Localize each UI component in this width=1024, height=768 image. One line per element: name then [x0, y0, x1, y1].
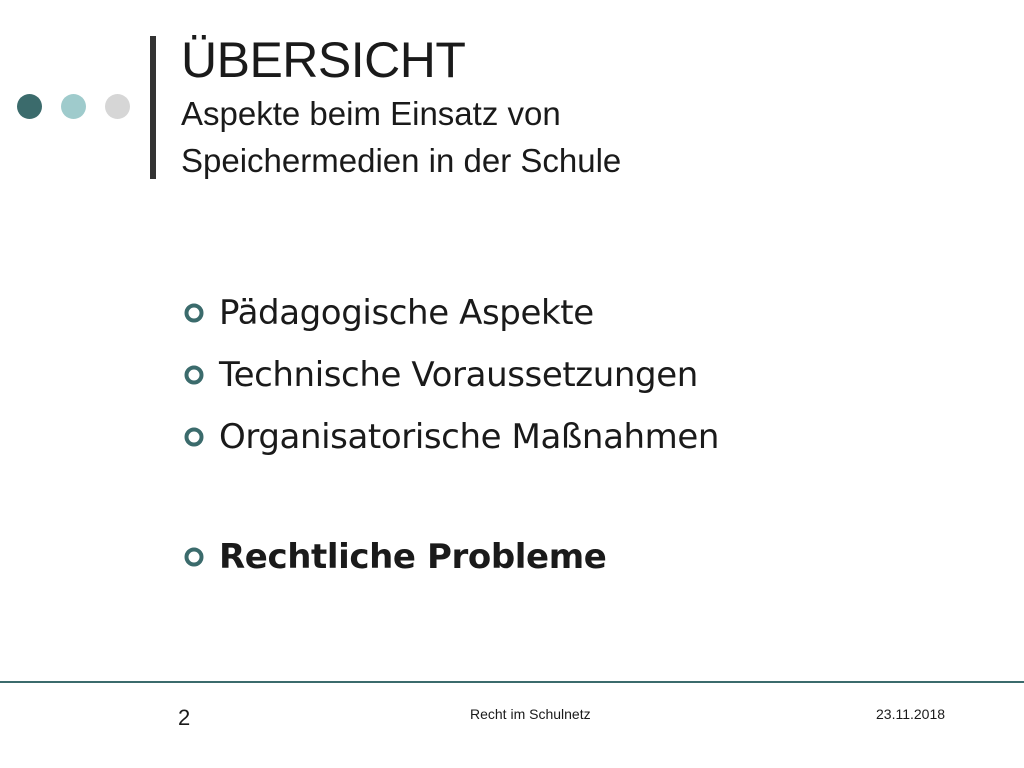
slide-subtitle-line-2: Speichermedien in der Schule	[181, 142, 622, 179]
title-divider-bar	[150, 36, 156, 179]
footer-divider	[0, 681, 1024, 683]
title-block	[181, 30, 981, 184]
ring-bullet-icon	[184, 547, 204, 567]
footer-date: 23.11.2018	[876, 706, 946, 722]
slide-subtitle-line-1: Aspekte beim Einsatz von	[181, 95, 561, 132]
bullet-text: Pädagogische Aspekte	[219, 293, 594, 333]
decorative-dot-light	[61, 94, 86, 119]
bullet-item	[184, 344, 719, 406]
bullet-item	[184, 282, 719, 344]
footer-title: Recht im Schulnetz	[470, 706, 591, 722]
bullet-list	[184, 282, 719, 588]
page-number: 2	[178, 705, 191, 730]
ring-bullet-icon	[184, 365, 204, 385]
ring-bullet-icon	[184, 303, 204, 323]
decorative-dot-dark	[17, 94, 42, 119]
bullet-text: Organisatorische Maßnahmen	[219, 417, 720, 457]
slide-title: ÜBERSICHT	[181, 32, 466, 88]
bullet-item	[184, 526, 719, 588]
ring-bullet-icon	[184, 427, 204, 447]
decorative-dot-grey	[105, 94, 130, 119]
bullet-item	[184, 406, 719, 468]
bullet-text: Technische Voraussetzungen	[219, 355, 698, 395]
bullet-text-highlighted: Rechtliche Probleme	[219, 537, 607, 577]
